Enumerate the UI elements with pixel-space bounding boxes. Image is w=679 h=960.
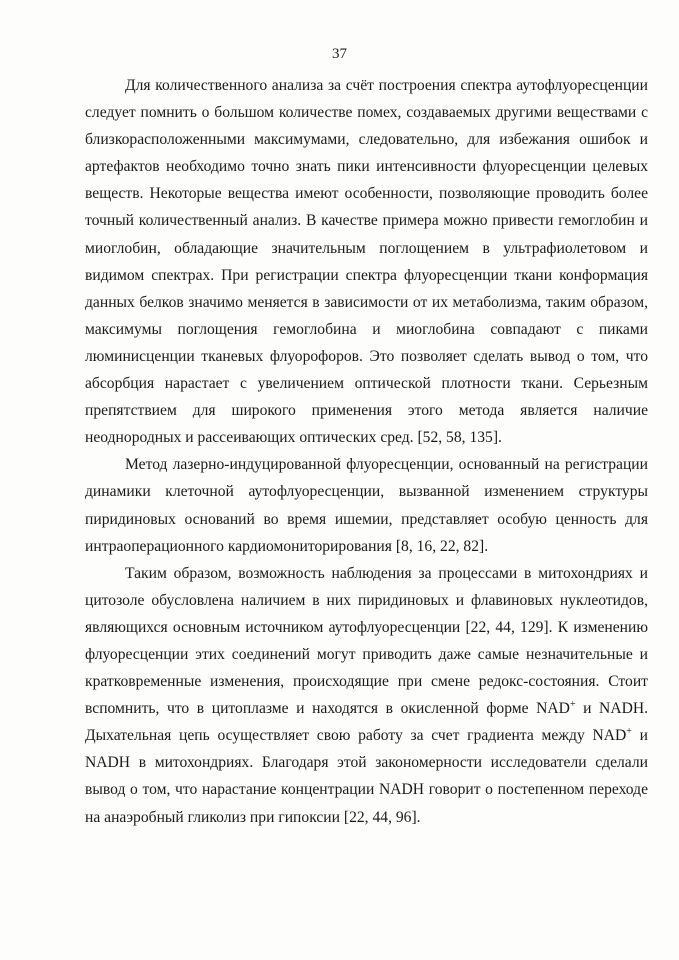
paragraph-1: Для количественного анализа за счёт построения спектра аутофлуоресценции следует помнить о большом количестве помех, создаваемых другими веществами с близкорасположенными максимумами, следовательно, для избежания ошибок и артефактов необходимо точно знать пики интенсивности флуоресценции целевых веществ. Некоторые вещества имеют особенности, позволяющие проводить более точный количественный анализ. В качестве примера можно привести гемоглобин и миоглобин, обладающие значительным поглощением в ультрафиолетовом и видимом спектрах. При регистрации спектра флуоресценции ткани конформация данных белков значимо меняется в зависимости от их метаболизма, таким образом, максимумы поглощения гемоглобина и миоглобина совпадают с пиками люминисценции тканевых флуорофоров. Это позволяет сделать вывод о том, что абсорбция нарастает с увеличением оптической плотности ткани. Серьезным препятствием для широкого применения этого метода является наличие неоднородных и рассеивающих оптических сред. [52, 58, 135]. — [85, 77, 648, 447]
paragraph-3 — [85, 560, 648, 831]
paragraph-3-text-2: и NADH. Дыхательная цепь осуществляет свою работу за счет градиента между NAD — [85, 700, 648, 745]
superscript-plus-1: + — [569, 698, 576, 710]
superscript-plus-2: + — [626, 726, 632, 738]
page-body — [85, 72, 648, 831]
page-number: 37 — [332, 46, 347, 62]
paragraph-3-text-1: Таким образом, возможность наблюдения за процессами в митохондриях и цитозоле обусловлена наличием в них пиридиновых и флавиновых нуклеотидов, являющихся основным источником аутофлуоресценции [22, 44, 129]. К изменению флуоресценции этих соединений могут приводить даже самые незначительные и кратковременные изменения, происходящие при смене редокс-состояния. Стоит вспомнить, что в цитоплазме и находятся в окисленной форме NAD — [85, 564, 648, 718]
paragraph-3-text-3: и NADH в митохондриях. Благодаря этой закономерности исследователи сделали вывод о том, что нарастание концентрации NADH говорит о постепенном переходе на анаэробный гликолиз при гипоксии [22, 44, 96]. — [85, 727, 649, 826]
paragraph-2: Метод лазерно-индуцированной флуоресценции, основанный на регистрации динамики клеточной аутофлуоресценции, вызванной изменением структуры пиридиновых оснований во время ишемии, представляет особую ценность для интраоперационного кардиомониторирования [8, 16, 22, 82]. — [85, 456, 648, 555]
